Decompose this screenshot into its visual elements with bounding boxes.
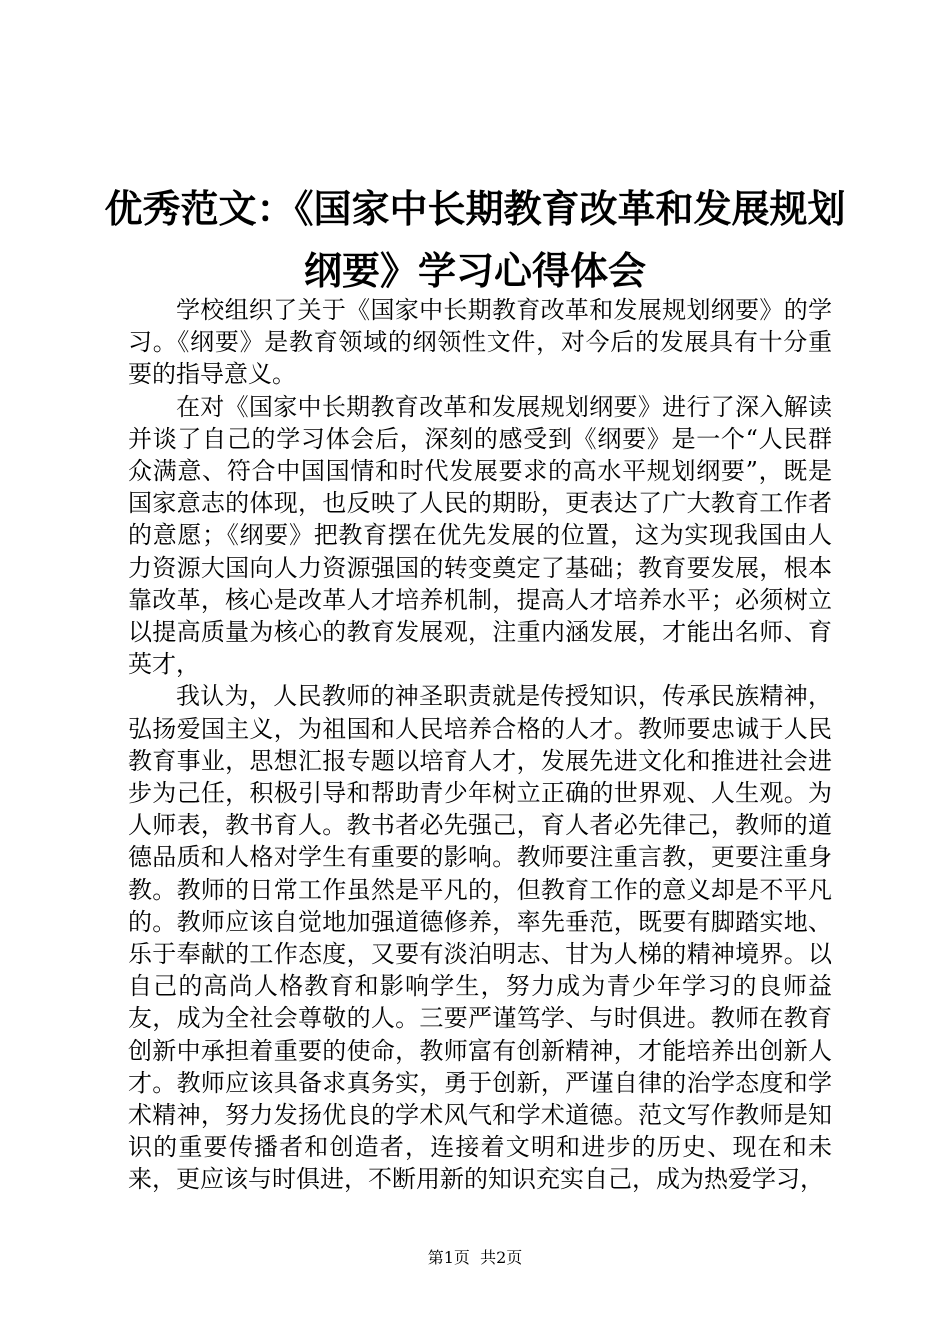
title-line-2: 纲要》学习心得体会 [303, 248, 646, 293]
document-body [128, 294, 832, 1196]
paragraph-2: 在对《国家中长期教育改革和发展规划纲要》进行了深入解读并谈了自己的学习体会后，深刻的感受到《纲要》是一个“人民群众满意、符合中国国情和时代发展要求的高水平规划纲要”，既是国家意志的体现，也反映了人民的期盼，更表达了广大教育工作者的意愿；《纲要》把教育摆在优先发展的位置，这为实现我国由人力资源大国向人力资源强国的转变奠定了基础；教育要发展，根本靠改革，核心是改革人才培养机制，提高人才培养水平；必须树立以提高质量为核心的教育发展观，注重内涵发展，才能出名师、育英才， [128, 392, 832, 679]
document-title [100, 178, 850, 302]
title-line-1: 优秀范文：《国家中长期教育改革和发展规划 [104, 186, 846, 231]
page-footer: 第1页 共2页 [427, 1248, 523, 1267]
paragraph-3: 我认为，人民教师的神圣职责就是传授知识，传承民族精神，弘扬爱国主义，为祖国和人民培养合格的人才。教师要忠诚于人民教育事业，思想汇报专题以培育人才，发展先进文化和推进社会进步为己任，积极引导和帮助青少年树立正确的世界观、人生观。为人师表，教书育人。教书者必先强己，育人者必先律己，教师的道德品质和人格对学生有重要的影响。教师要注重言教，更要注重身教。教师的日常工作虽然是平凡的，但教育工作的意义却是不平凡的。教师应该自觉地加强道德修养，率先垂范，既要有脚踏实地、乐于奉献的工作态度，又要有淡泊明志、甘为人梯的精神境界。以自己的高尚人格教育和影响学生，努力成为青少年学习的良师益友，成为全社会尊敬的人。三要严谨笃学、与时俱进。教师在教育创新中承担着重要的使命，教师富有创新精神，才能培养出创新人才。教师应该具备求真务实，勇于创新，严谨自律的治学态度和学术精神，努力发扬优良的学术风气和学术道德。范文写作教师是知识的重要传播者和创造者，连接着文明和进步的历史、现在和未来，更应该与时俱进，不断用新的知识充实自己，成为热爱学习， [128, 682, 832, 1194]
paragraph-1: 学校组织了关于《国家中长期教育改革和发展规划纲要》的学习。《纲要》是教育领域的纲领性文件，对今后的发展具有十分重要的指导意义。 [128, 296, 832, 389]
